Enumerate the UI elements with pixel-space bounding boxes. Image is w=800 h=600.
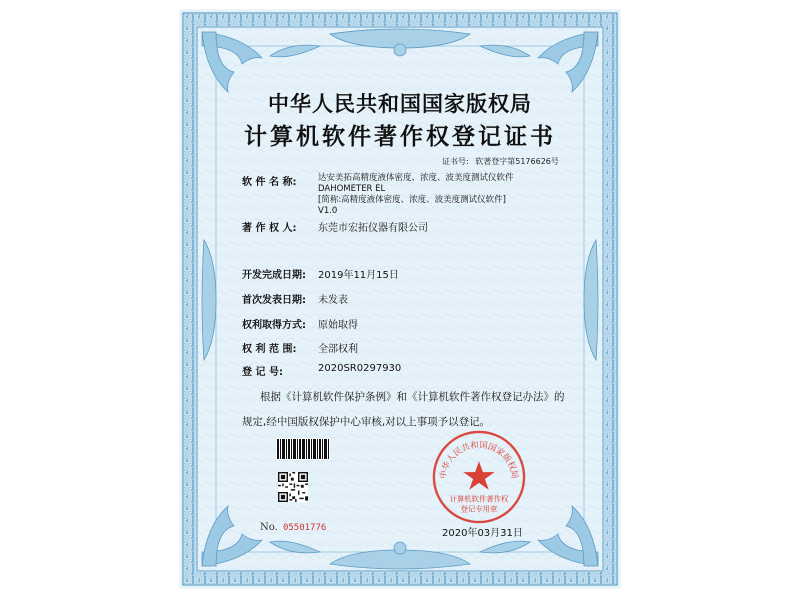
- software-name-line2: DAHOMETER EL: [318, 184, 386, 194]
- acquisition-value: 原始取得: [318, 320, 358, 331]
- serial-label: No.: [260, 522, 278, 533]
- first-publication-label: 首次发表日期:: [242, 295, 306, 306]
- completion-date-label: 开发完成日期:: [242, 270, 306, 281]
- seal-date: 2020年03月31日: [442, 528, 523, 539]
- svg-text:计算机软件著作权: 计算机软件著作权: [449, 494, 509, 504]
- serial-number: [260, 522, 326, 533]
- software-name-line1: 达安美拓高精度液体密度、浓度、波美度测试仪软件: [318, 173, 514, 183]
- cert-no-label: 证书号:: [442, 157, 469, 166]
- registration-number-value: 2020SR0297930: [318, 363, 402, 374]
- registration-number-label: 登 记 号:: [242, 367, 283, 378]
- official-seal-icon: [430, 428, 528, 526]
- owner-value: 东莞市宏拓仪器有限公司: [318, 223, 428, 234]
- certificate: [180, 10, 620, 588]
- qr-code-icon: [278, 472, 308, 502]
- statement-line2: 规定,经中国版权保护中心审核,对以上事项予以登记。: [242, 416, 491, 428]
- software-name-label: 软 件 名 称:: [242, 177, 297, 188]
- serial-value: 05501776: [282, 523, 327, 533]
- certificate-title: 计算机软件著作权登记证书: [244, 123, 556, 150]
- first-publication-value: 未发表: [318, 295, 348, 306]
- svg-text:中华人民共和国国家版权局: 中华人民共和国国家版权局: [437, 439, 521, 480]
- svg-text:登记专用章: 登记专用章: [460, 504, 498, 514]
- authority-name: 中华人民共和国国家版权局: [268, 91, 532, 116]
- scope-value: 全部权利: [318, 344, 358, 355]
- certificate-number: [442, 156, 563, 167]
- owner-label: 著 作 权 人:: [242, 223, 297, 234]
- software-name-line3: [简称:高精度液体密度、浓度、波美度测试仪软件]: [318, 195, 506, 205]
- statement-line1: 根据《计算机软件保护条例》和《计算机软件著作权登记办法》的: [260, 391, 565, 403]
- acquisition-label: 权利取得方式:: [242, 320, 306, 331]
- barcode-icon: [276, 438, 330, 460]
- completion-date-value: 2019年11月15日: [318, 270, 399, 281]
- cert-no-value: 软著登字第5176626号: [475, 157, 559, 166]
- scope-label: 权 利 范 围:: [242, 344, 297, 355]
- software-name-line4: V1.0: [318, 206, 338, 216]
